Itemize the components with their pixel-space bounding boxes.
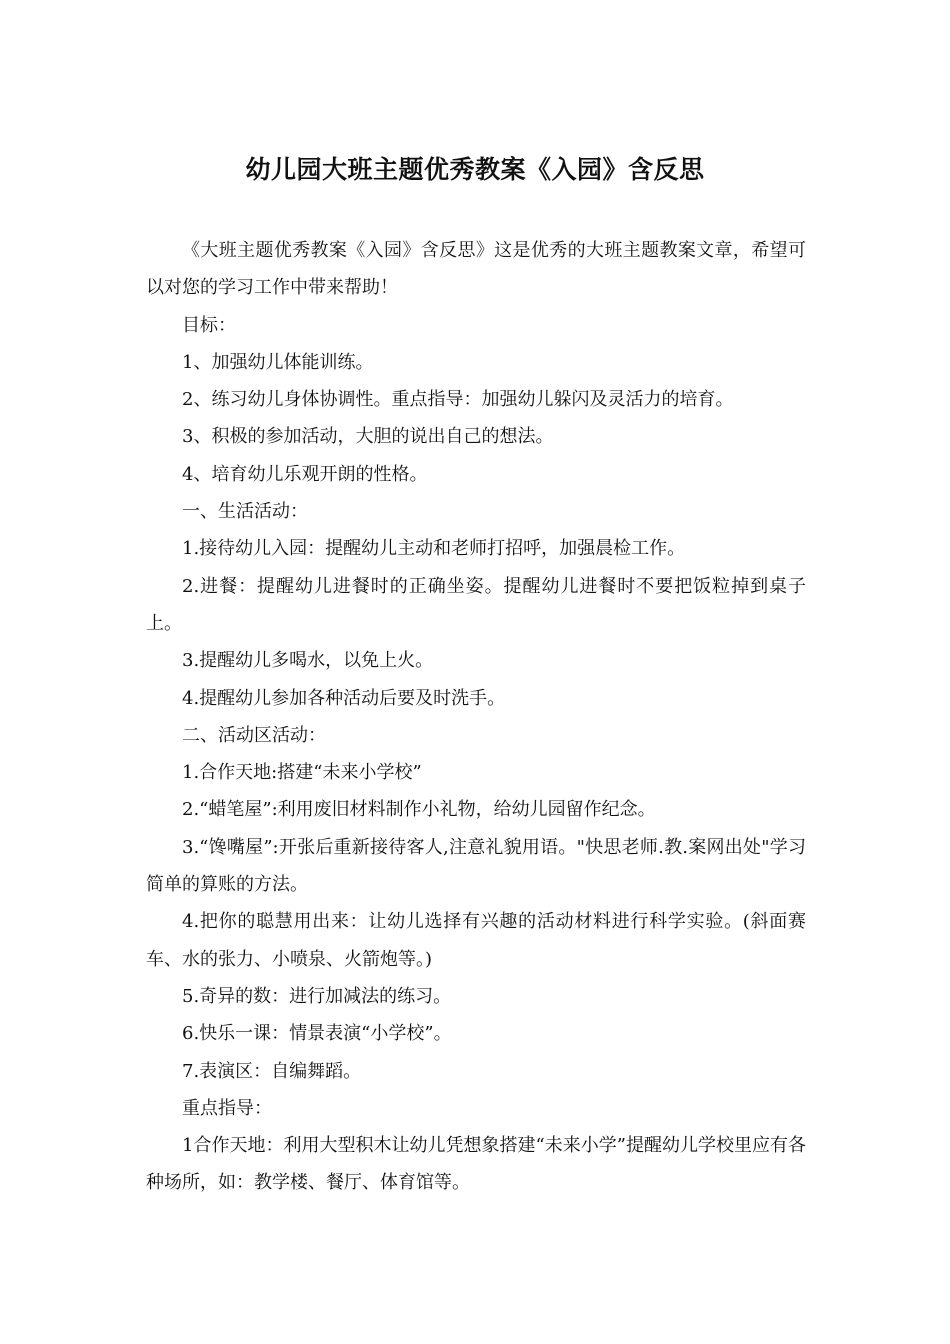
paragraph-area-4: 4.把你的聪慧用出来：让幼儿选择有兴趣的活动材料进行科学实验。(斜面赛车、水的张力、小喷泉、火箭炮等。) bbox=[146, 911, 806, 970]
paragraph-area-5: 5.奇异的数：进行加减法的练习。 bbox=[182, 985, 452, 1007]
paragraph-life-2: 2.进餐：提醒幼儿进餐时的正确坐姿。提醒幼儿进餐时不要把饭粒掉到桌子上。 bbox=[146, 575, 806, 634]
paragraph-goal-1: 1、加强幼儿体能训练。 bbox=[182, 351, 374, 373]
paragraph-key-guidance-heading: 重点指导： bbox=[182, 1097, 272, 1119]
paragraph-section-1-heading: 一、生活活动： bbox=[182, 501, 308, 523]
document-body bbox=[146, 232, 806, 1202]
paragraph-area-3: 3.“馋嘴屋”:开张后重新接待客人,注意礼貌用语。"快思老师.教.案网出处"学习简单的算账的方法。 bbox=[146, 836, 806, 896]
paragraph-goals-heading: 目标： bbox=[182, 314, 236, 336]
paragraph-area-7: 7.表演区：自编舞蹈。 bbox=[182, 1060, 362, 1082]
paragraph-intro: 《大班主题优秀教案《入园》含反思》这是优秀的大班主题教案文章，希望可以对您的学习工作中带来帮助！ bbox=[146, 240, 806, 299]
paragraph-key-guidance-1: 1合作天地：利用大型积木让幼儿凭想象搭建“未来小学”提醒幼儿学校里应有各种场所，如：教学楼、餐厅、体育馆等。 bbox=[146, 1135, 806, 1194]
paragraph-life-3: 3.提醒幼儿多喝水，以免上火。 bbox=[182, 650, 434, 672]
paragraph-area-6: 6.快乐一课：情景表演“小学校”。 bbox=[182, 1023, 452, 1045]
paragraph-goal-3: 3、积极的参加活动，大胆的说出自己的想法。 bbox=[182, 426, 554, 448]
paragraph-goal-2: 2、练习幼儿身体协调性。重点指导：加强幼儿躲闪及灵活力的培育。 bbox=[182, 389, 734, 411]
paragraph-life-4: 4.提醒幼儿参加各种活动后要及时洗手。 bbox=[182, 687, 506, 709]
paragraph-life-1: 1.接待幼儿入园：提醒幼儿主动和老师打招呼，加强晨检工作。 bbox=[182, 538, 686, 560]
paragraph-area-2: 2.“蜡笔屋”:利用废旧材料制作小礼物，给幼儿园留作纪念。 bbox=[182, 799, 656, 821]
paragraph-section-2-heading: 二、活动区活动： bbox=[182, 724, 326, 746]
paragraph-area-1: 1.合作天地:搭建“未来小学校” bbox=[182, 762, 422, 784]
paragraph-goal-4: 4、培育幼儿乐观开朗的性格。 bbox=[182, 463, 428, 485]
document-title: 幼儿园大班主题优秀教案《入园》含反思 bbox=[245, 155, 705, 184]
